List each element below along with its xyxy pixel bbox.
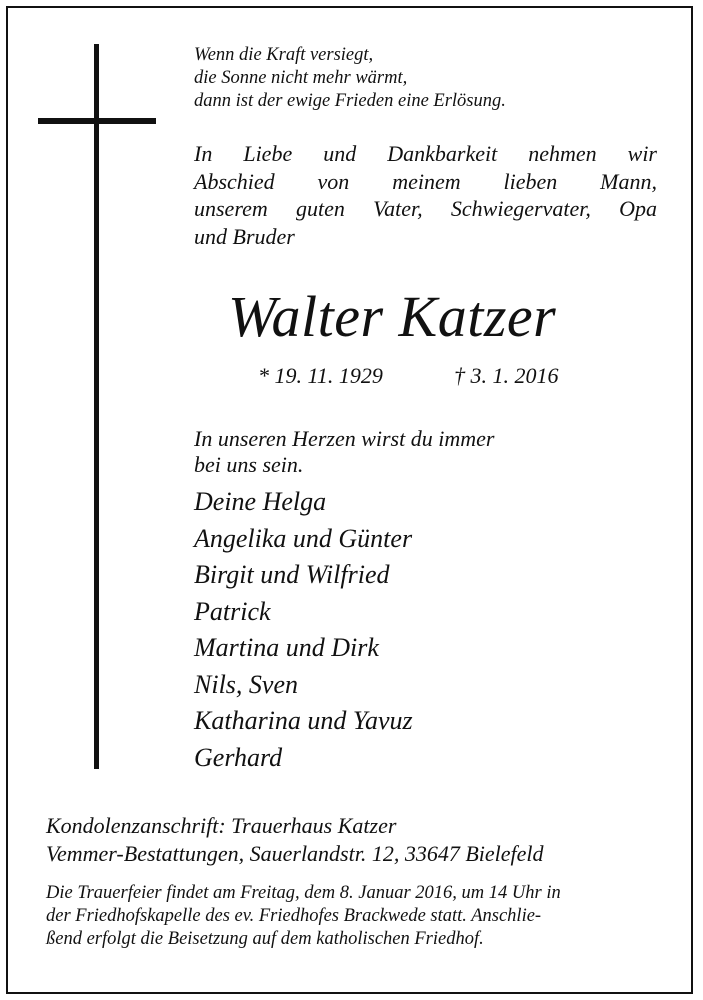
cross-icon-bar [38,118,156,124]
intro-line: und Bruder [194,223,295,249]
verse [194,44,506,113]
family-member: Patrick [194,596,271,626]
funeral-line: ßend erfolgt die Beisetzung auf dem katholischen Friedhof. [46,929,484,949]
condolence-line: Kondolenzanschrift: Trauerhaus Katzer [46,813,397,838]
remembrance-line: In unseren Herzen wirst du immer [194,426,495,451]
family-member: Gerhard [194,742,283,772]
family-member: Birgit und Wilfried [194,560,390,589]
birth-date: * 19. 11. 1929 [258,363,383,388]
funeral-line: der Friedhofskapelle des ev. Friedhofes Brackwede statt. Anschlie- [46,906,542,926]
verse-line: dann ist der ewige Frieden eine Erlösung. [194,91,506,111]
family-list [194,484,413,776]
family-member: Katharina und Yavuz [194,706,413,735]
intro-line: In Liebe und Dankbarkeit nehmen wir [194,141,657,166]
family-member: Nils, Sven [194,669,298,699]
verse-line: Wenn die Kraft versiegt, [194,45,374,65]
remembrance-line: bei uns sein. [194,452,304,477]
death-date: † 3. 1. 2016 [454,363,559,388]
family-member: Martina und Dirk [194,633,379,662]
family-member: Angelika und Günter [194,523,413,553]
cross-icon [94,44,99,769]
condolence-address [46,812,544,868]
remembrance-text [194,426,494,478]
intro-line: Abschied von meinem lieben Mann, [194,168,657,194]
deceased-name: Walter Katzer [228,284,557,349]
funeral-info [46,882,658,951]
intro-text [194,140,657,250]
family-member: Deine Helga [194,487,327,516]
intro-line: unserem guten Vater, Schwiegervater, Opa [194,196,657,221]
condolence-line: Vemmer-Bestattungen, Sauerlandstr. 12, 33647 Bielefeld [46,841,544,866]
funeral-line: Die Trauerfeier findet am Freitag, dem 8. Januar 2016, um 14 Uhr in [46,883,561,903]
verse-line: die Sonne nicht mehr wärmt, [194,68,408,88]
